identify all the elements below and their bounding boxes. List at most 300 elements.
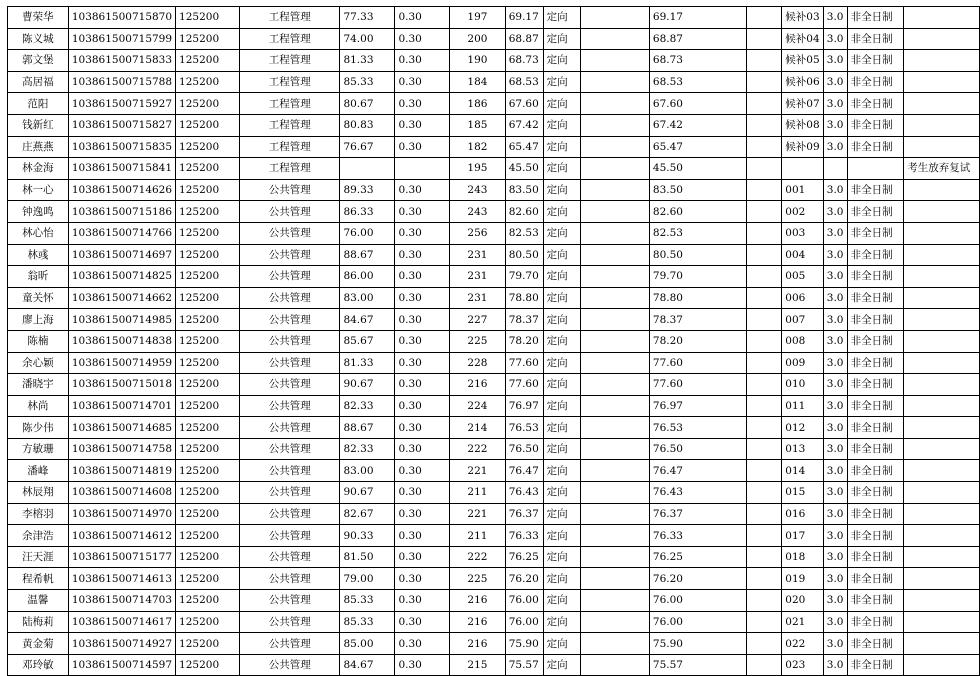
candidate-id: 103861500714662 bbox=[68, 287, 175, 309]
blank-cell bbox=[746, 611, 782, 633]
table-row bbox=[8, 244, 980, 266]
study-years: 3.0 bbox=[823, 222, 847, 244]
study-mode: 非全日制 bbox=[847, 611, 904, 633]
major-code: 125200 bbox=[176, 179, 240, 201]
final-score: 69.17 bbox=[649, 7, 746, 29]
final-score: 76.00 bbox=[649, 590, 746, 612]
exam-score: 216 bbox=[450, 611, 506, 633]
study-years: 3.0 bbox=[823, 654, 847, 676]
candidate-id: 103861500715799 bbox=[68, 28, 175, 50]
training-type: 定向 bbox=[543, 633, 581, 655]
total-score: 76.53 bbox=[505, 417, 543, 439]
study-mode: 非全日制 bbox=[847, 50, 904, 72]
blank-cell bbox=[581, 71, 650, 93]
exam-score: 190 bbox=[450, 50, 506, 72]
blank-cell bbox=[581, 179, 650, 201]
exam-score: 243 bbox=[450, 179, 506, 201]
training-type: 定向 bbox=[543, 352, 581, 374]
retest-score: 90.67 bbox=[340, 374, 395, 396]
retest-score: 88.67 bbox=[340, 417, 395, 439]
study-years: 3.0 bbox=[823, 201, 847, 223]
blank-cell bbox=[581, 201, 650, 223]
blank-cell bbox=[581, 546, 650, 568]
candidate-name: 陆梅莉 bbox=[8, 611, 69, 633]
major-code: 125200 bbox=[176, 7, 240, 29]
candidate-id: 103861500714626 bbox=[68, 179, 175, 201]
major-code: 125200 bbox=[176, 633, 240, 655]
blank-cell bbox=[746, 244, 782, 266]
training-type: 定向 bbox=[543, 50, 581, 72]
retest-score: 85.67 bbox=[340, 330, 395, 352]
training-type: 定向 bbox=[543, 460, 581, 482]
blank-cell bbox=[581, 287, 650, 309]
blank-cell bbox=[581, 309, 650, 331]
remark: 考生放弃复试 bbox=[904, 158, 980, 180]
candidate-id: 103861500715177 bbox=[68, 546, 175, 568]
major-code: 125200 bbox=[176, 503, 240, 525]
admission-results-table bbox=[7, 6, 980, 676]
blank-cell bbox=[746, 266, 782, 288]
table-row bbox=[8, 568, 980, 590]
retest-score: 83.00 bbox=[340, 287, 395, 309]
major-code: 125200 bbox=[176, 136, 240, 158]
study-mode: 非全日制 bbox=[847, 374, 904, 396]
candidate-name: 余津浩 bbox=[8, 525, 69, 547]
major-name: 工程管理 bbox=[240, 93, 340, 115]
retest-score bbox=[340, 158, 395, 180]
study-years: 3.0 bbox=[823, 460, 847, 482]
retest-score: 85.33 bbox=[340, 590, 395, 612]
major-code: 125200 bbox=[176, 222, 240, 244]
remark bbox=[904, 503, 980, 525]
retest-score: 81.33 bbox=[340, 50, 395, 72]
remark bbox=[904, 417, 980, 439]
candidate-id: 103861500714703 bbox=[68, 590, 175, 612]
retest-score: 90.67 bbox=[340, 482, 395, 504]
exam-score: 231 bbox=[450, 266, 506, 288]
retest-score: 83.00 bbox=[340, 460, 395, 482]
final-score: 68.53 bbox=[649, 71, 746, 93]
blank-cell bbox=[746, 136, 782, 158]
blank-cell bbox=[581, 503, 650, 525]
blank-cell bbox=[581, 633, 650, 655]
training-type: 定向 bbox=[543, 266, 581, 288]
blank-cell bbox=[581, 7, 650, 29]
study-years: 3.0 bbox=[823, 503, 847, 525]
blank-cell bbox=[746, 525, 782, 547]
blank-cell bbox=[581, 654, 650, 676]
major-code: 125200 bbox=[176, 158, 240, 180]
retest-score: 85.33 bbox=[340, 71, 395, 93]
weight: 0.30 bbox=[395, 309, 450, 331]
remark bbox=[904, 633, 980, 655]
weight: 0.30 bbox=[395, 266, 450, 288]
major-code: 125200 bbox=[176, 287, 240, 309]
final-score: 79.70 bbox=[649, 266, 746, 288]
retest-score: 81.50 bbox=[340, 546, 395, 568]
rank-number: 018 bbox=[782, 546, 823, 568]
study-mode: 非全日制 bbox=[847, 352, 904, 374]
rank-number: 016 bbox=[782, 503, 823, 525]
candidate-id: 103861500714825 bbox=[68, 266, 175, 288]
candidate-id: 103861500714597 bbox=[68, 654, 175, 676]
table-row bbox=[8, 179, 980, 201]
total-score: 76.47 bbox=[505, 460, 543, 482]
exam-score: 243 bbox=[450, 201, 506, 223]
study-mode: 非全日制 bbox=[847, 568, 904, 590]
candidate-name: 钟逸鸣 bbox=[8, 201, 69, 223]
table-row bbox=[8, 482, 980, 504]
blank-cell bbox=[581, 374, 650, 396]
study-years: 3.0 bbox=[823, 136, 847, 158]
table-row bbox=[8, 374, 980, 396]
blank-cell bbox=[581, 482, 650, 504]
rank-number: 008 bbox=[782, 330, 823, 352]
candidate-name: 范阳 bbox=[8, 93, 69, 115]
blank-cell bbox=[581, 611, 650, 633]
rank-number: 019 bbox=[782, 568, 823, 590]
total-score: 75.90 bbox=[505, 633, 543, 655]
candidate-name: 林尚 bbox=[8, 395, 69, 417]
blank-cell bbox=[746, 352, 782, 374]
weight: 0.30 bbox=[395, 71, 450, 93]
exam-score: 231 bbox=[450, 244, 506, 266]
retest-score: 74.00 bbox=[340, 28, 395, 50]
final-score: 76.97 bbox=[649, 395, 746, 417]
table-row bbox=[8, 71, 980, 93]
major-name: 公共管理 bbox=[240, 287, 340, 309]
major-name: 公共管理 bbox=[240, 633, 340, 655]
weight: 0.30 bbox=[395, 114, 450, 136]
study-mode: 非全日制 bbox=[847, 244, 904, 266]
blank-cell bbox=[581, 50, 650, 72]
study-years: 3.0 bbox=[823, 266, 847, 288]
major-name: 公共管理 bbox=[240, 417, 340, 439]
study-mode: 非全日制 bbox=[847, 395, 904, 417]
blank-cell bbox=[746, 568, 782, 590]
exam-score: 222 bbox=[450, 438, 506, 460]
major-code: 125200 bbox=[176, 611, 240, 633]
major-name: 公共管理 bbox=[240, 546, 340, 568]
major-name: 工程管理 bbox=[240, 50, 340, 72]
exam-score: 225 bbox=[450, 330, 506, 352]
rank-number: 014 bbox=[782, 460, 823, 482]
total-score: 69.17 bbox=[505, 7, 543, 29]
final-score: 78.80 bbox=[649, 287, 746, 309]
rank-number: 023 bbox=[782, 654, 823, 676]
candidate-name: 温馨 bbox=[8, 590, 69, 612]
study-years: 3.0 bbox=[823, 417, 847, 439]
major-name: 公共管理 bbox=[240, 525, 340, 547]
study-years: 3.0 bbox=[823, 114, 847, 136]
candidate-name: 林金海 bbox=[8, 158, 69, 180]
weight: 0.30 bbox=[395, 546, 450, 568]
candidate-name: 翁昕 bbox=[8, 266, 69, 288]
major-code: 125200 bbox=[176, 50, 240, 72]
remark bbox=[904, 287, 980, 309]
remark bbox=[904, 438, 980, 460]
retest-score: 76.67 bbox=[340, 136, 395, 158]
total-score: 76.33 bbox=[505, 525, 543, 547]
rank-number: 012 bbox=[782, 417, 823, 439]
candidate-id: 103861500715827 bbox=[68, 114, 175, 136]
study-mode: 非全日制 bbox=[847, 7, 904, 29]
total-score: 68.87 bbox=[505, 28, 543, 50]
candidate-name: 陈楠 bbox=[8, 330, 69, 352]
major-name: 公共管理 bbox=[240, 330, 340, 352]
weight bbox=[395, 158, 450, 180]
weight: 0.30 bbox=[395, 633, 450, 655]
exam-score: 184 bbox=[450, 71, 506, 93]
remark bbox=[904, 330, 980, 352]
blank-cell bbox=[581, 158, 650, 180]
blank-cell bbox=[746, 654, 782, 676]
training-type: 定向 bbox=[543, 374, 581, 396]
blank-cell bbox=[746, 633, 782, 655]
candidate-name: 汪天涯 bbox=[8, 546, 69, 568]
retest-score: 82.67 bbox=[340, 503, 395, 525]
major-name: 公共管理 bbox=[240, 179, 340, 201]
exam-score: 214 bbox=[450, 417, 506, 439]
total-score: 76.25 bbox=[505, 546, 543, 568]
major-code: 125200 bbox=[176, 546, 240, 568]
candidate-name: 郭文堡 bbox=[8, 50, 69, 72]
rank-number: 020 bbox=[782, 590, 823, 612]
candidate-name: 程希帆 bbox=[8, 568, 69, 590]
table-row bbox=[8, 222, 980, 244]
retest-score: 82.33 bbox=[340, 395, 395, 417]
retest-score: 86.33 bbox=[340, 201, 395, 223]
table-row bbox=[8, 525, 980, 547]
total-score: 76.50 bbox=[505, 438, 543, 460]
total-score: 78.20 bbox=[505, 330, 543, 352]
training-type: 定向 bbox=[543, 179, 581, 201]
remark bbox=[904, 244, 980, 266]
remark bbox=[904, 93, 980, 115]
total-score: 80.50 bbox=[505, 244, 543, 266]
remark bbox=[904, 590, 980, 612]
table-row bbox=[8, 309, 980, 331]
major-name: 工程管理 bbox=[240, 136, 340, 158]
candidate-name: 黄金菊 bbox=[8, 633, 69, 655]
major-code: 125200 bbox=[176, 352, 240, 374]
exam-score: 231 bbox=[450, 287, 506, 309]
retest-score: 84.67 bbox=[340, 309, 395, 331]
retest-score: 80.67 bbox=[340, 93, 395, 115]
remark bbox=[904, 568, 980, 590]
final-score: 75.57 bbox=[649, 654, 746, 676]
study-years: 3.0 bbox=[823, 633, 847, 655]
blank-cell bbox=[581, 244, 650, 266]
major-code: 125200 bbox=[176, 201, 240, 223]
candidate-name: 童关怀 bbox=[8, 287, 69, 309]
study-mode: 非全日制 bbox=[847, 546, 904, 568]
study-years: 3.0 bbox=[823, 611, 847, 633]
major-code: 125200 bbox=[176, 438, 240, 460]
training-type: 定向 bbox=[543, 71, 581, 93]
study-years: 3.0 bbox=[823, 330, 847, 352]
training-type: 定向 bbox=[543, 28, 581, 50]
candidate-name: 庄燕燕 bbox=[8, 136, 69, 158]
major-name: 公共管理 bbox=[240, 654, 340, 676]
major-name: 工程管理 bbox=[240, 7, 340, 29]
final-score: 65.47 bbox=[649, 136, 746, 158]
weight: 0.30 bbox=[395, 438, 450, 460]
rank-number: 候补03 bbox=[782, 7, 823, 29]
final-score: 80.50 bbox=[649, 244, 746, 266]
major-name: 公共管理 bbox=[240, 201, 340, 223]
training-type: 定向 bbox=[543, 158, 581, 180]
blank-cell bbox=[581, 395, 650, 417]
major-code: 125200 bbox=[176, 654, 240, 676]
blank-cell bbox=[581, 438, 650, 460]
final-score: 76.43 bbox=[649, 482, 746, 504]
training-type: 定向 bbox=[543, 136, 581, 158]
candidate-id: 103861500715927 bbox=[68, 93, 175, 115]
remark bbox=[904, 546, 980, 568]
major-name: 公共管理 bbox=[240, 309, 340, 331]
weight: 0.30 bbox=[395, 330, 450, 352]
study-mode: 非全日制 bbox=[847, 93, 904, 115]
retest-score: 81.33 bbox=[340, 352, 395, 374]
rank-number: 006 bbox=[782, 287, 823, 309]
major-code: 125200 bbox=[176, 417, 240, 439]
remark bbox=[904, 179, 980, 201]
weight: 0.30 bbox=[395, 352, 450, 374]
table-row bbox=[8, 503, 980, 525]
rank-number: 013 bbox=[782, 438, 823, 460]
blank-cell bbox=[581, 417, 650, 439]
rank-number: 004 bbox=[782, 244, 823, 266]
candidate-name: 潘峰 bbox=[8, 460, 69, 482]
final-score: 76.00 bbox=[649, 611, 746, 633]
retest-score: 80.83 bbox=[340, 114, 395, 136]
blank-cell bbox=[746, 28, 782, 50]
candidate-name: 邓玲敏 bbox=[8, 654, 69, 676]
training-type: 定向 bbox=[543, 395, 581, 417]
study-mode: 非全日制 bbox=[847, 330, 904, 352]
training-type: 定向 bbox=[543, 114, 581, 136]
remark bbox=[904, 309, 980, 331]
candidate-id: 103861500715788 bbox=[68, 71, 175, 93]
study-years: 3.0 bbox=[823, 568, 847, 590]
blank-cell bbox=[746, 374, 782, 396]
table-row bbox=[8, 438, 980, 460]
candidate-id: 103861500714613 bbox=[68, 568, 175, 590]
candidate-id: 103861500714612 bbox=[68, 525, 175, 547]
training-type: 定向 bbox=[543, 654, 581, 676]
final-score: 78.37 bbox=[649, 309, 746, 331]
rank-number: 017 bbox=[782, 525, 823, 547]
table-row bbox=[8, 136, 980, 158]
exam-score: 222 bbox=[450, 546, 506, 568]
major-name: 公共管理 bbox=[240, 503, 340, 525]
table-row bbox=[8, 7, 980, 29]
training-type: 定向 bbox=[543, 330, 581, 352]
study-mode: 非全日制 bbox=[847, 590, 904, 612]
study-mode: 非全日制 bbox=[847, 503, 904, 525]
total-score: 67.42 bbox=[505, 114, 543, 136]
final-score: 77.60 bbox=[649, 352, 746, 374]
candidate-id: 103861500715018 bbox=[68, 374, 175, 396]
total-score: 78.37 bbox=[505, 309, 543, 331]
major-code: 125200 bbox=[176, 482, 240, 504]
remark bbox=[904, 525, 980, 547]
rank-number: 007 bbox=[782, 309, 823, 331]
training-type: 定向 bbox=[543, 568, 581, 590]
total-score: 76.37 bbox=[505, 503, 543, 525]
blank-cell bbox=[746, 50, 782, 72]
study-years: 3.0 bbox=[823, 525, 847, 547]
major-code: 125200 bbox=[176, 71, 240, 93]
remark bbox=[904, 201, 980, 223]
remark bbox=[904, 50, 980, 72]
blank-cell bbox=[746, 330, 782, 352]
training-type: 定向 bbox=[543, 287, 581, 309]
blank-cell bbox=[746, 590, 782, 612]
retest-score: 90.33 bbox=[340, 525, 395, 547]
final-score: 76.33 bbox=[649, 525, 746, 547]
table-body bbox=[8, 7, 980, 676]
major-code: 125200 bbox=[176, 525, 240, 547]
blank-cell bbox=[581, 460, 650, 482]
exam-score: 197 bbox=[450, 7, 506, 29]
study-years: 3.0 bbox=[823, 287, 847, 309]
exam-score: 225 bbox=[450, 568, 506, 590]
exam-score: 221 bbox=[450, 503, 506, 525]
weight: 0.30 bbox=[395, 244, 450, 266]
total-score: 76.00 bbox=[505, 590, 543, 612]
retest-score: 85.00 bbox=[340, 633, 395, 655]
candidate-id: 103861500715186 bbox=[68, 201, 175, 223]
study-mode: 非全日制 bbox=[847, 460, 904, 482]
table-row bbox=[8, 28, 980, 50]
major-code: 125200 bbox=[176, 28, 240, 50]
candidate-id: 103861500714758 bbox=[68, 438, 175, 460]
candidate-id: 103861500714766 bbox=[68, 222, 175, 244]
exam-score: 185 bbox=[450, 114, 506, 136]
study-mode: 非全日制 bbox=[847, 309, 904, 331]
study-mode: 非全日制 bbox=[847, 417, 904, 439]
candidate-name: 廖上海 bbox=[8, 309, 69, 331]
rank-number: 候补09 bbox=[782, 136, 823, 158]
candidate-name: 潘晓宇 bbox=[8, 374, 69, 396]
major-code: 125200 bbox=[176, 374, 240, 396]
final-score: 78.20 bbox=[649, 330, 746, 352]
training-type: 定向 bbox=[543, 93, 581, 115]
remark bbox=[904, 136, 980, 158]
study-years: 3.0 bbox=[823, 438, 847, 460]
blank-cell bbox=[746, 503, 782, 525]
final-score: 83.50 bbox=[649, 179, 746, 201]
total-score: 76.97 bbox=[505, 395, 543, 417]
blank-cell bbox=[746, 460, 782, 482]
blank-cell bbox=[746, 71, 782, 93]
weight: 0.30 bbox=[395, 28, 450, 50]
final-score: 76.25 bbox=[649, 546, 746, 568]
major-code: 125200 bbox=[176, 330, 240, 352]
final-score: 67.60 bbox=[649, 93, 746, 115]
rank-number: 候补06 bbox=[782, 71, 823, 93]
table-row bbox=[8, 460, 980, 482]
candidate-name: 曹荣华 bbox=[8, 7, 69, 29]
rank-number: 011 bbox=[782, 395, 823, 417]
study-mode: 非全日制 bbox=[847, 222, 904, 244]
rank-number: 010 bbox=[782, 374, 823, 396]
blank-cell bbox=[581, 136, 650, 158]
major-name: 公共管理 bbox=[240, 438, 340, 460]
exam-score: 228 bbox=[450, 352, 506, 374]
